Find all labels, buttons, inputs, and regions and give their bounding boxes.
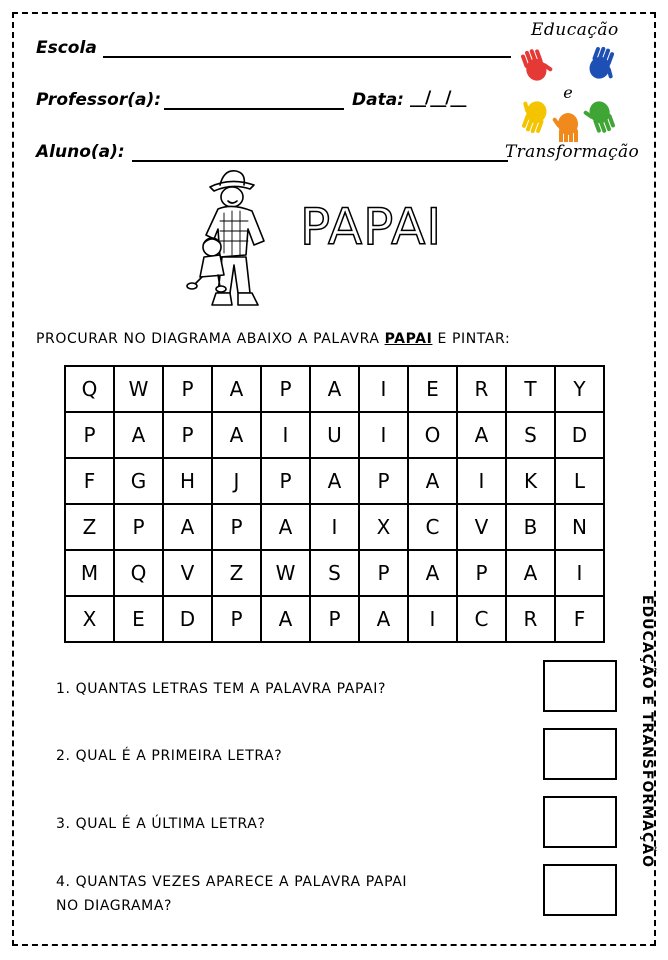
grid-cell[interactable]: G bbox=[114, 458, 163, 504]
grid-cell[interactable]: Z bbox=[212, 550, 261, 596]
grid-cell[interactable]: L bbox=[555, 458, 604, 504]
answer-box-1[interactable] bbox=[543, 660, 617, 712]
grid-cell[interactable]: I bbox=[457, 458, 506, 504]
grid-row bbox=[65, 458, 604, 504]
logo-middle-letter: e bbox=[563, 83, 573, 102]
grid-cell[interactable]: P bbox=[212, 596, 261, 642]
grid-row bbox=[65, 366, 604, 412]
grid-cell[interactable]: D bbox=[163, 596, 212, 642]
grid-cell[interactable]: P bbox=[457, 550, 506, 596]
grid-cell[interactable]: P bbox=[65, 412, 114, 458]
handprints-icon bbox=[513, 44, 623, 142]
grid-cell[interactable]: A bbox=[163, 504, 212, 550]
instruction bbox=[36, 331, 510, 347]
grid-row bbox=[65, 504, 604, 550]
grid-cell[interactable]: W bbox=[114, 366, 163, 412]
grid-cell[interactable]: I bbox=[359, 412, 408, 458]
handprint-icon bbox=[581, 98, 616, 137]
logo bbox=[505, 20, 661, 170]
grid-cell[interactable]: E bbox=[408, 366, 457, 412]
grid-cell[interactable]: P bbox=[114, 504, 163, 550]
question-2 bbox=[56, 744, 282, 768]
grid-cell[interactable]: I bbox=[310, 504, 359, 550]
grid-cell[interactable]: M bbox=[65, 550, 114, 596]
grid-cell[interactable]: P bbox=[261, 458, 310, 504]
grid-cell[interactable]: T bbox=[506, 366, 555, 412]
grid-cell[interactable]: Q bbox=[114, 550, 163, 596]
grid-cell[interactable]: Z bbox=[65, 504, 114, 550]
grid-cell[interactable]: A bbox=[212, 366, 261, 412]
father-holding-child-icon bbox=[180, 165, 280, 315]
word-search-grid bbox=[64, 365, 605, 643]
grid-cell[interactable]: C bbox=[408, 504, 457, 550]
date-field[interactable]: __/__/__ bbox=[410, 88, 466, 108]
school-label: Escola bbox=[36, 38, 97, 58]
grid-cell[interactable]: A bbox=[408, 550, 457, 596]
handprint-icon bbox=[514, 96, 549, 135]
grid-cell[interactable]: V bbox=[457, 504, 506, 550]
instruction-text: PROCURAR NO DIAGRAMA ABAIXO A PALAVRA bbox=[36, 331, 385, 347]
grid-cell[interactable]: A bbox=[359, 596, 408, 642]
grid-row bbox=[65, 412, 604, 458]
instruction-text-end: E PINTAR: bbox=[432, 331, 511, 347]
grid-cell[interactable]: S bbox=[506, 412, 555, 458]
answer-box-3[interactable] bbox=[543, 796, 617, 848]
handprint-icon bbox=[520, 45, 555, 84]
date-label: Data: bbox=[352, 90, 404, 110]
question-3 bbox=[56, 812, 266, 836]
student-label: Aluno(a): bbox=[36, 142, 125, 162]
logo-bottom-text: Transformação bbox=[505, 142, 639, 162]
grid-cell[interactable]: I bbox=[555, 550, 604, 596]
answer-box-2[interactable] bbox=[543, 728, 617, 780]
logo-top-text: Educação bbox=[531, 20, 619, 40]
grid-cell[interactable]: P bbox=[163, 366, 212, 412]
grid-cell[interactable]: X bbox=[359, 504, 408, 550]
grid-row bbox=[65, 596, 604, 642]
handprint-icon bbox=[586, 45, 621, 84]
student-field[interactable] bbox=[132, 160, 508, 162]
grid-cell[interactable]: R bbox=[506, 596, 555, 642]
grid-row bbox=[65, 550, 604, 596]
grid-cell[interactable]: A bbox=[261, 596, 310, 642]
instruction-highlight-word: PAPAI bbox=[384, 331, 433, 347]
school-field[interactable] bbox=[103, 56, 511, 58]
grid-cell[interactable]: W bbox=[261, 550, 310, 596]
handprint-icon bbox=[552, 113, 578, 142]
grid-cell[interactable]: P bbox=[163, 412, 212, 458]
grid-cell[interactable]: Q bbox=[65, 366, 114, 412]
grid-cell[interactable]: U bbox=[310, 412, 359, 458]
grid-cell[interactable]: F bbox=[555, 596, 604, 642]
grid-cell[interactable]: I bbox=[359, 366, 408, 412]
title-word: PAPAI bbox=[300, 198, 443, 256]
grid-cell[interactable]: E bbox=[114, 596, 163, 642]
grid-cell[interactable]: V bbox=[163, 550, 212, 596]
grid-cell[interactable]: I bbox=[408, 596, 457, 642]
grid-cell[interactable]: D bbox=[555, 412, 604, 458]
grid-cell[interactable]: R bbox=[457, 366, 506, 412]
question-text: 3. QUAL É A ÚLTIMA LETRA? bbox=[56, 816, 266, 832]
grid-cell[interactable]: S bbox=[310, 550, 359, 596]
answer-box-4[interactable] bbox=[543, 864, 617, 916]
question-text-continued: NO DIAGRAMA? bbox=[56, 898, 173, 914]
grid-cell[interactable]: A bbox=[408, 458, 457, 504]
question-4 bbox=[56, 870, 407, 918]
grid-cell[interactable]: A bbox=[457, 412, 506, 458]
grid-cell[interactable]: A bbox=[212, 412, 261, 458]
grid-cell[interactable]: A bbox=[114, 412, 163, 458]
teacher-field[interactable] bbox=[164, 108, 344, 110]
grid-cell[interactable]: B bbox=[506, 504, 555, 550]
grid-cell[interactable]: P bbox=[261, 366, 310, 412]
grid-cell[interactable]: H bbox=[163, 458, 212, 504]
grid-cell[interactable]: A bbox=[310, 366, 359, 412]
grid-cell[interactable]: P bbox=[359, 458, 408, 504]
grid-cell[interactable]: C bbox=[457, 596, 506, 642]
grid-cell[interactable]: P bbox=[359, 550, 408, 596]
grid-cell[interactable]: P bbox=[212, 504, 261, 550]
grid-cell[interactable]: N bbox=[555, 504, 604, 550]
grid-cell[interactable]: Y bbox=[555, 366, 604, 412]
grid-cell[interactable]: O bbox=[408, 412, 457, 458]
grid-cell[interactable]: K bbox=[506, 458, 555, 504]
grid-cell[interactable]: I bbox=[261, 412, 310, 458]
grid-cell[interactable]: A bbox=[310, 458, 359, 504]
grid-cell[interactable]: F bbox=[65, 458, 114, 504]
side-text: EDUCAÇÃO E TRANSFORMAÇÃO bbox=[639, 595, 655, 868]
grid-cell[interactable]: X bbox=[65, 596, 114, 642]
grid-cell[interactable]: A bbox=[506, 550, 555, 596]
grid-cell[interactable]: P bbox=[310, 596, 359, 642]
question-text: 1. QUANTAS LETRAS TEM A PALAVRA PAPAI? bbox=[56, 681, 387, 697]
grid-cell[interactable]: J bbox=[212, 458, 261, 504]
grid-cell[interactable]: A bbox=[261, 504, 310, 550]
question-text: 2. QUAL É A PRIMEIRA LETRA? bbox=[56, 748, 283, 764]
question-text: 4. QUANTAS VEZES APARECE A PALAVRA PAPAI bbox=[56, 874, 408, 890]
question-1 bbox=[56, 677, 386, 701]
teacher-label: Professor(a): bbox=[36, 90, 162, 110]
